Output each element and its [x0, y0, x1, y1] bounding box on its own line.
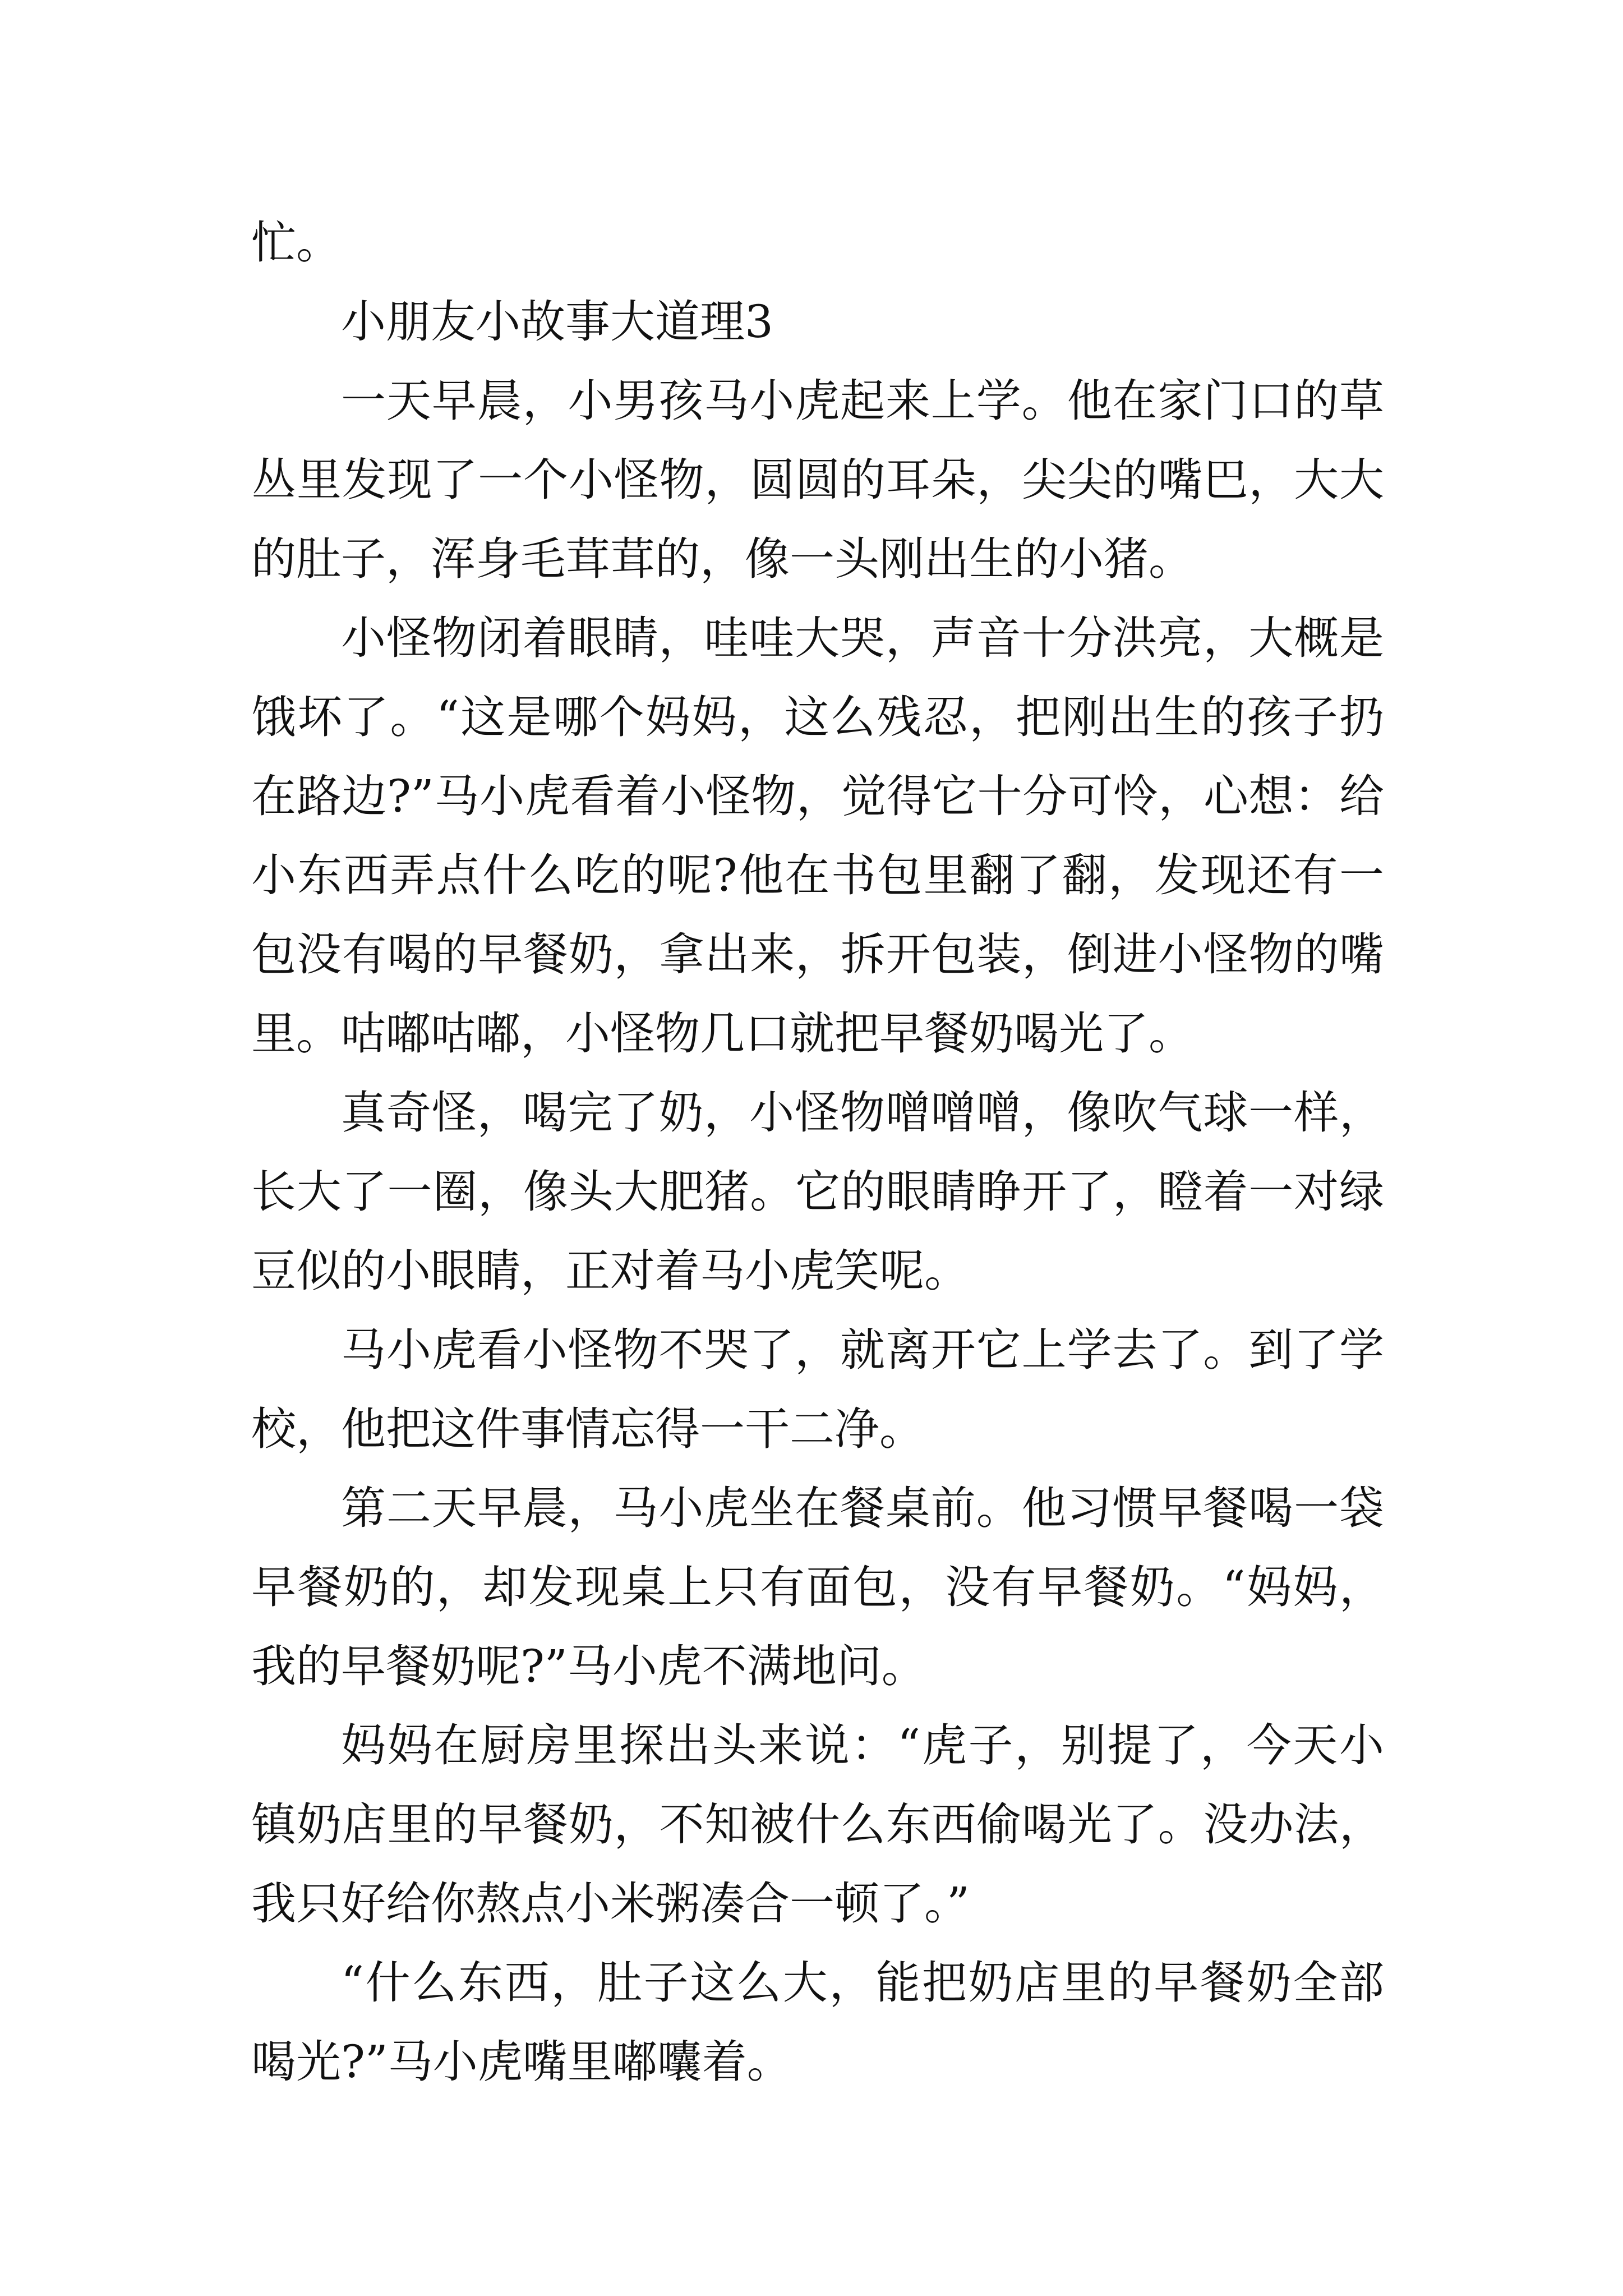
paragraph: 真奇怪，喝完了奶，小怪物噌噌噌，像吹气球一样，长大了一圈，像头大肥猪。它的眼睛睁开了，瞪着一对绿豆似的小眼睛，正对着马小虎笑呢。 [251, 1087, 1384, 1297]
story-title: 小朋友小故事大道理3 [341, 296, 773, 348]
paragraph: 妈妈在厨房里探出头来说：“虎子，别提了，今天小镇奶店里的早餐奶，不知被什么东西偷喝光了。没办法，我只好给你熬点小米粥凑合一顿了。” [251, 1719, 1384, 1930]
paragraph: “什么东西，肚子这么大，能把奶店里的早餐奶全部喝光?”马小虎嘴里嘟囔着。 [251, 1957, 1384, 2088]
paragraph-continuation: 忙。 [251, 217, 341, 269]
document-body [251, 203, 1384, 2101]
paragraph: 马小虎看小怪物不哭了，就离开它上学去了。到了学校，他把这件事情忘得一干二净。 [251, 1324, 1384, 1455]
paragraph: 小怪物闭着眼睛，哇哇大哭，声音十分洪亮，大概是饿坏了。“这是哪个妈妈，这么残忍，把刚出生的孩子扔在路边?”马小虎看着小怪物，觉得它十分可怜，心想：给小东西弄点什么吃的呢?他在书包里翻了翻，发现还有一包没有喝的早餐奶，拿出来，拆开包装，倒进小怪物的嘴里。咕嘟咕嘟，小怪物几口就把早餐奶喝光了。 [251, 612, 1384, 1060]
paragraph: 一天早晨，小男孩马小虎起来上学。他在家门口的草丛里发现了一个小怪物，圆圆的耳朵，尖尖的嘴巴，大大的肚子，浑身毛茸茸的，像一头刚出生的小猪。 [251, 375, 1384, 585]
paragraph: 第二天早晨，马小虎坐在餐桌前。他习惯早餐喝一袋早餐奶的，却发现桌上只有面包，没有早餐奶。“妈妈，我的早餐奶呢?”马小虎不满地问。 [251, 1482, 1384, 1692]
